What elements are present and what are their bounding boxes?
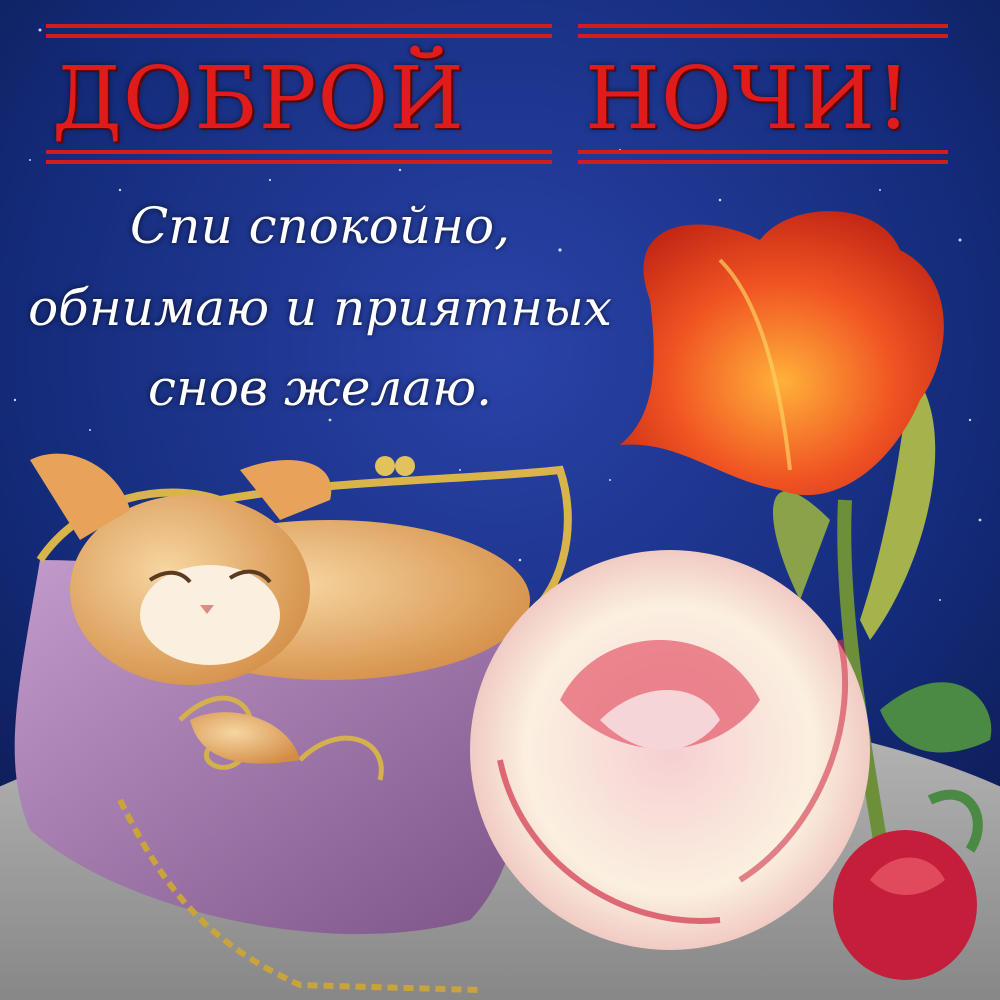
- rose: [470, 550, 870, 950]
- title-word-nochi: НОЧИ!: [585, 49, 912, 149]
- title-rule-bottom-right-2: [578, 160, 948, 164]
- title-rule-top-right: [578, 24, 948, 28]
- title-rule-bottom-left-2: [46, 160, 552, 164]
- wish-line-2: обнимаю и приятных: [28, 279, 612, 337]
- wish-line-3: снов желаю.: [147, 359, 493, 417]
- title-rule-top-left-2: [46, 34, 552, 38]
- wish-line-1: Спи спокойно,: [130, 197, 510, 255]
- title-word-dobroy: ДОБРОЙ: [52, 49, 465, 149]
- title-rule-top-left: [46, 24, 552, 28]
- title-rule-top-right-2: [578, 34, 948, 38]
